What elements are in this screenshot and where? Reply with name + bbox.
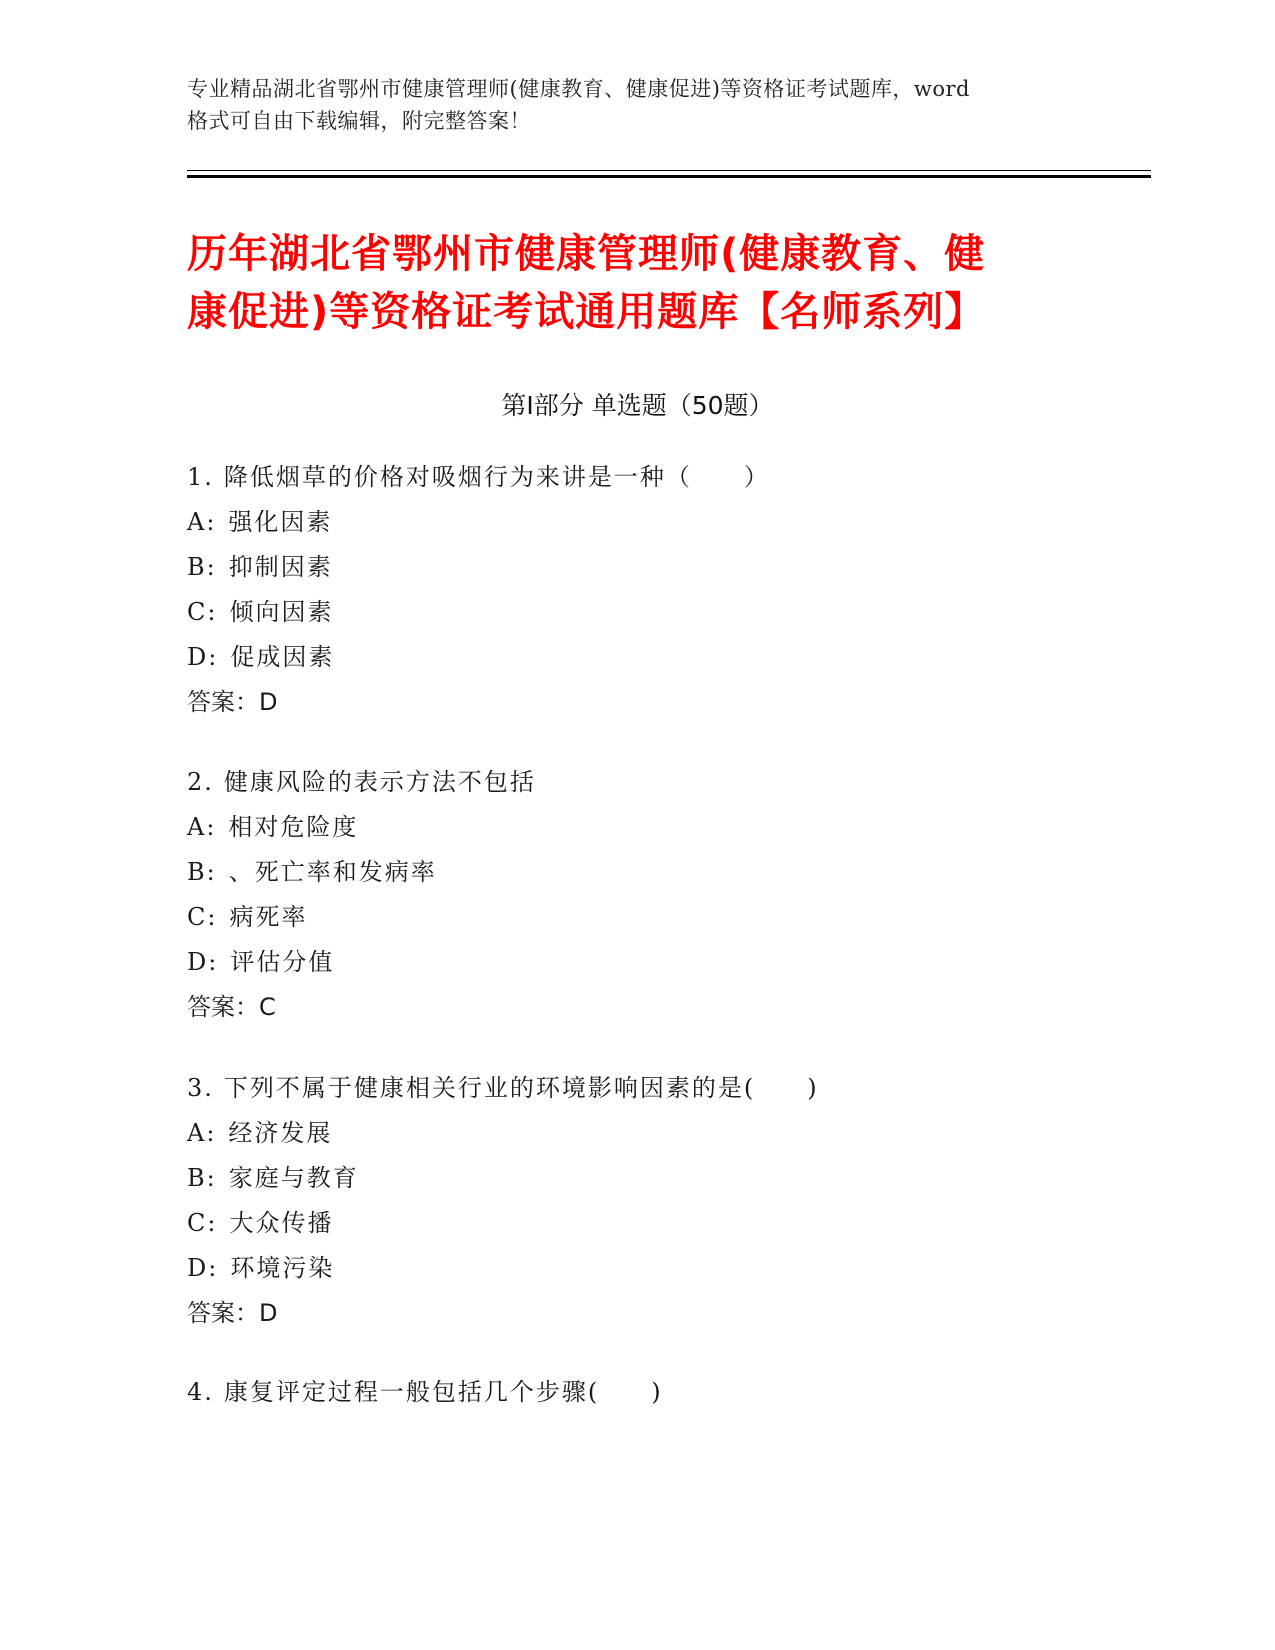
option-text: 评估分值 [230, 948, 335, 976]
option-a [187, 500, 1107, 545]
option-key: C: [187, 903, 218, 931]
option-key: A: [187, 813, 217, 841]
question-text: 健康风险的表示方法不包括 [223, 768, 536, 796]
option-d [187, 1246, 1107, 1291]
option-text: 大众传播 [229, 1209, 334, 1237]
header-note-line-1: 专业精品湖北省鄂州市健康管理师(健康教育、健康促进)等资格证考试题库，word [187, 77, 970, 101]
document-title-line-1: 历年湖北省鄂州市健康管理师(健康教育、健 [187, 231, 986, 277]
question-stem [187, 1066, 1107, 1111]
question-3 [187, 1066, 1107, 1336]
question-stem [187, 455, 1107, 500]
question-text: 康复评定过程一般包括几个步骤( ) [223, 1378, 663, 1406]
header-divider-thick [187, 175, 1151, 178]
header-divider-thin [187, 170, 1151, 171]
option-key: A: [187, 1119, 217, 1147]
question-1 [187, 455, 1107, 725]
question-number: 1. [187, 463, 214, 491]
option-key: C: [187, 1209, 218, 1237]
header-note-line-2: 格式可自由下载编辑，附完整答案！ [187, 109, 531, 133]
option-text: 环境污染 [230, 1254, 335, 1282]
option-key: D: [187, 948, 219, 976]
option-key: B: [187, 858, 217, 886]
option-key: B: [187, 553, 217, 581]
option-key: D: [187, 643, 219, 671]
section-heading: 第Ⅰ部分 单选题（50题） [501, 391, 774, 420]
document-title [187, 225, 1107, 341]
question-number: 2. [187, 768, 214, 796]
question-stem [187, 1370, 1107, 1415]
question-number: 4. [187, 1378, 214, 1406]
option-b [187, 545, 1107, 590]
option-text: 强化因素 [228, 508, 333, 536]
option-c [187, 895, 1107, 940]
option-text: 家庭与教育 [228, 1164, 359, 1192]
option-b [187, 850, 1107, 895]
option-text: 倾向因素 [229, 598, 334, 626]
question-4 [187, 1370, 1107, 1415]
option-a [187, 1111, 1107, 1156]
option-key: A: [187, 508, 217, 536]
option-d [187, 635, 1107, 680]
question-text: 下列不属于健康相关行业的环境影响因素的是( ) [223, 1074, 819, 1102]
option-c [187, 1201, 1107, 1246]
question-text: 降低烟草的价格对吸烟行为来讲是一种（ ） [223, 463, 770, 491]
answer: 答案：C [187, 993, 276, 1021]
answer: 答案：D [187, 1299, 278, 1327]
option-text: 促成因素 [230, 643, 335, 671]
option-text: 抑制因素 [228, 553, 333, 581]
option-text: 经济发展 [228, 1119, 333, 1147]
option-key: C: [187, 598, 218, 626]
question-number: 3. [187, 1074, 214, 1102]
option-a [187, 805, 1107, 850]
option-text: 、死亡率和发病率 [228, 858, 437, 886]
option-text: 病死率 [229, 903, 308, 931]
option-b [187, 1156, 1107, 1201]
question-stem [187, 760, 1107, 805]
question-2 [187, 760, 1107, 1030]
option-c [187, 590, 1107, 635]
document-title-line-2: 康促进)等资格证考试通用题库【名师系列】 [187, 289, 986, 335]
option-key: B: [187, 1164, 217, 1192]
option-d [187, 940, 1107, 985]
option-text: 相对危险度 [228, 813, 359, 841]
header-note [187, 73, 1087, 137]
option-key: D: [187, 1254, 219, 1282]
answer: 答案：D [187, 688, 278, 716]
